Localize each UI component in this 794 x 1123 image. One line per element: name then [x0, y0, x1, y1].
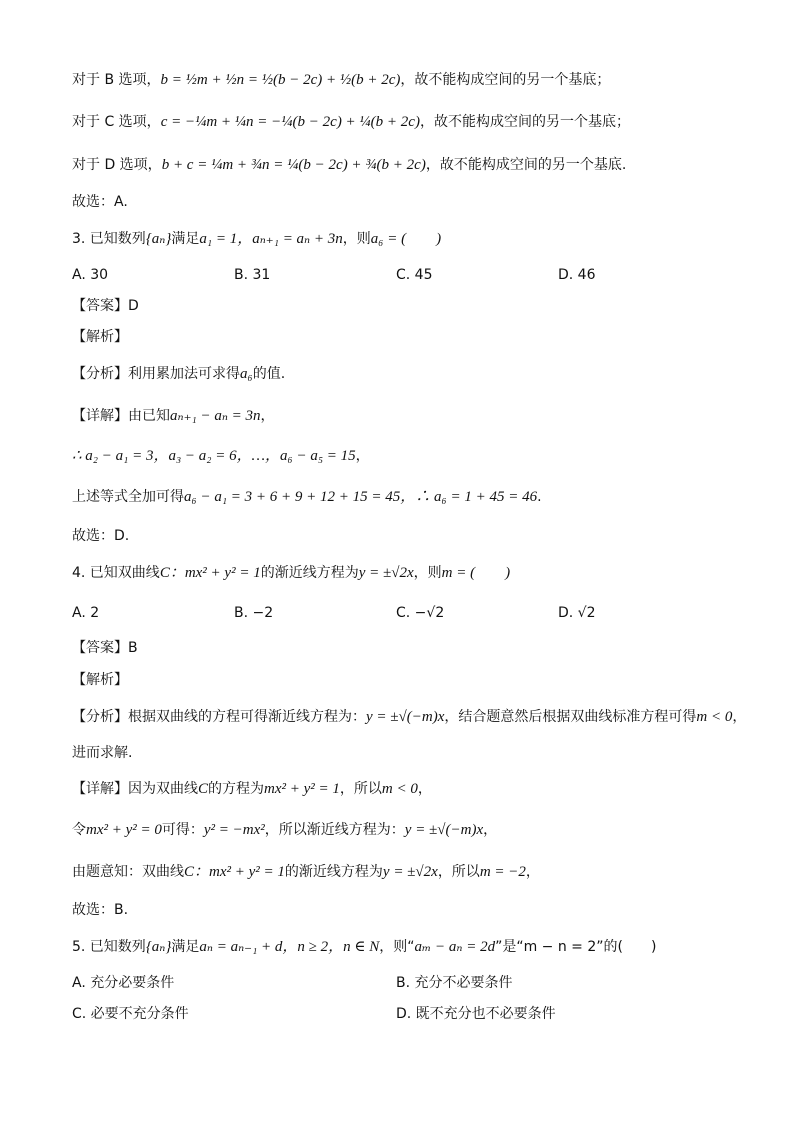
text: ，故不能构成空间的另一个基底； — [400, 72, 611, 88]
answer-label: 【答案】D — [72, 298, 139, 314]
text: ”是“m − n = 2”的( ) — [495, 939, 657, 955]
q3-option-c: C. 45 — [396, 267, 433, 283]
q5-option-c: C. 必要不充分条件 — [72, 1006, 189, 1022]
text: 上述等式全加可得 — [72, 489, 184, 505]
text: 的渐近线方程为 — [284, 864, 383, 880]
text: ， — [525, 864, 540, 880]
math-expression: C：mx² + y² = 1 — [184, 864, 285, 880]
q4-option-d: D. √2 — [558, 605, 596, 621]
math-expression: c = −¼m + ¼n = −¼(b − 2c) + ¼(b + 2c) — [160, 114, 420, 130]
question-5 — [72, 937, 754, 957]
math-expression: aₙ = aₙ₋₁ + d，n ≥ 2，n ∈ N — [199, 939, 380, 955]
text: ，所以 — [339, 781, 382, 797]
analysis-line-cont: 进而求解. — [72, 745, 133, 761]
math-expression: aₙ₊₁ − aₙ = 3n — [170, 408, 261, 424]
q5-option-a: A. 充分必要条件 — [72, 975, 175, 991]
text: 【分析】根据双曲线的方程可得渐近线方程为： — [72, 709, 366, 725]
text: ， — [483, 822, 498, 838]
math-expression: y = ±√(−m)x — [404, 822, 484, 838]
text: ，则“ — [379, 939, 415, 955]
math-expression: m < 0 — [696, 709, 733, 725]
math-expression: {aₙ} — [145, 939, 172, 955]
math-expression: C：mx² + y² = 1 — [159, 565, 261, 581]
text: ，所以 — [437, 864, 480, 880]
text: 3. 已知数列 — [72, 231, 146, 247]
q5-option-d: D. 既不充分也不必要条件 — [396, 1006, 556, 1022]
math-expression: a₆ = ( ) — [370, 231, 442, 247]
math-expression: m = −2 — [479, 864, 526, 880]
answer-label: 【答案】B — [72, 640, 138, 656]
text: 的渐近线方程为 — [260, 565, 359, 581]
analysis-label: 【解析】 — [72, 329, 128, 345]
q3-option-d: D. 46 — [558, 267, 596, 283]
solution-line-d — [72, 155, 754, 175]
answer-choice-line: 故选：B. — [72, 902, 129, 918]
detail-line-1 — [72, 406, 754, 426]
text: ，则 — [342, 231, 371, 247]
text: 令 — [72, 822, 86, 838]
math-expression: a₁ = 1，aₙ₊₁ = aₙ + 3n — [199, 231, 343, 247]
math-expression: C — [198, 781, 209, 797]
analysis-line — [72, 707, 754, 727]
math-expression: a₆ — [240, 366, 253, 382]
text: ， — [417, 781, 432, 797]
text: 【详解】由已知 — [72, 408, 170, 424]
q3-option-b: B. 31 — [234, 267, 271, 283]
q5-option-b: B. 充分不必要条件 — [396, 975, 513, 991]
solution-line-b — [72, 70, 754, 90]
q4-option-b: B. −2 — [234, 605, 274, 621]
detail-line-2 — [72, 446, 754, 466]
math-expression: y² = −mx² — [203, 822, 265, 838]
text: ，所以渐近线方程为： — [264, 822, 405, 838]
text: 对于 C 选项， — [72, 114, 161, 130]
math-expression: y = ±√(−m)x — [366, 709, 445, 725]
q3-option-a: A. 30 — [72, 267, 109, 283]
math-expression: m < 0 — [381, 781, 418, 797]
text: 由题意知：双曲线 — [72, 864, 184, 880]
text: 对于 D 选项， — [72, 157, 162, 173]
text: 的值. — [252, 366, 286, 382]
math-expression: ∴ a₂ − a₁ = 3，a₃ − a₂ = 6，…，a₆ − a₅ = 15 — [72, 448, 356, 464]
text: ， — [260, 408, 275, 424]
answer-choice-line: 故选：D. — [72, 528, 130, 544]
text: 4. 已知双曲线 — [72, 565, 160, 581]
math-expression: a₆ − a₁ = 3 + 6 + 9 + 12 + 15 = 45，∴ a₆ = 1 + 45 = 46 — [184, 489, 538, 505]
math-expression: y = ±√2x — [358, 565, 414, 581]
solution-line-c — [72, 112, 754, 132]
text: 【分析】利用累加法可求得 — [72, 366, 240, 382]
text: 可得： — [161, 822, 204, 838]
detail-line-3 — [72, 862, 754, 882]
text: 的方程为 — [208, 781, 265, 797]
math-expression: b + c = ¼m + ¾n = ¼(b − 2c) + ¾(b + 2c) — [161, 157, 426, 173]
analysis-line — [72, 364, 754, 384]
text: ，则 — [413, 565, 442, 581]
analysis-label: 【解析】 — [72, 672, 128, 688]
text: 满足 — [171, 231, 200, 247]
math-expression: y = ±√2x — [382, 864, 438, 880]
text: ，故不能构成空间的另一个基底； — [419, 114, 630, 130]
text: 【详解】因为双曲线 — [72, 781, 198, 797]
math-expression: mx² + y² = 0 — [86, 822, 162, 838]
math-expression: {aₙ} — [145, 231, 172, 247]
detail-line-3 — [72, 487, 754, 507]
question-4 — [72, 563, 754, 583]
math-expression: b = ½m + ½n = ½(b − 2c) + ½(b + 2c) — [160, 72, 401, 88]
answer-choice-line: 故选：A. — [72, 194, 128, 210]
math-expression: m = ( ) — [441, 565, 511, 581]
q4-option-c: C. −√2 — [396, 605, 445, 621]
text: ， — [732, 709, 747, 725]
text: 满足 — [171, 939, 200, 955]
text: 对于 B 选项， — [72, 72, 161, 88]
text: ，结合题意然后根据双曲线标准方程可得 — [444, 709, 697, 725]
text: ，故不能构成空间的另一个基底. — [425, 157, 627, 173]
text: ， — [355, 448, 370, 464]
text: 5. 已知数列 — [72, 939, 146, 955]
detail-line-2 — [72, 820, 754, 840]
math-expression: mx² + y² = 1 — [264, 781, 340, 797]
math-expression: aₘ − aₙ = 2d — [414, 939, 496, 955]
text: . — [537, 489, 542, 505]
q4-option-a: A. 2 — [72, 605, 100, 621]
detail-line-1 — [72, 779, 754, 799]
question-3 — [72, 229, 754, 249]
